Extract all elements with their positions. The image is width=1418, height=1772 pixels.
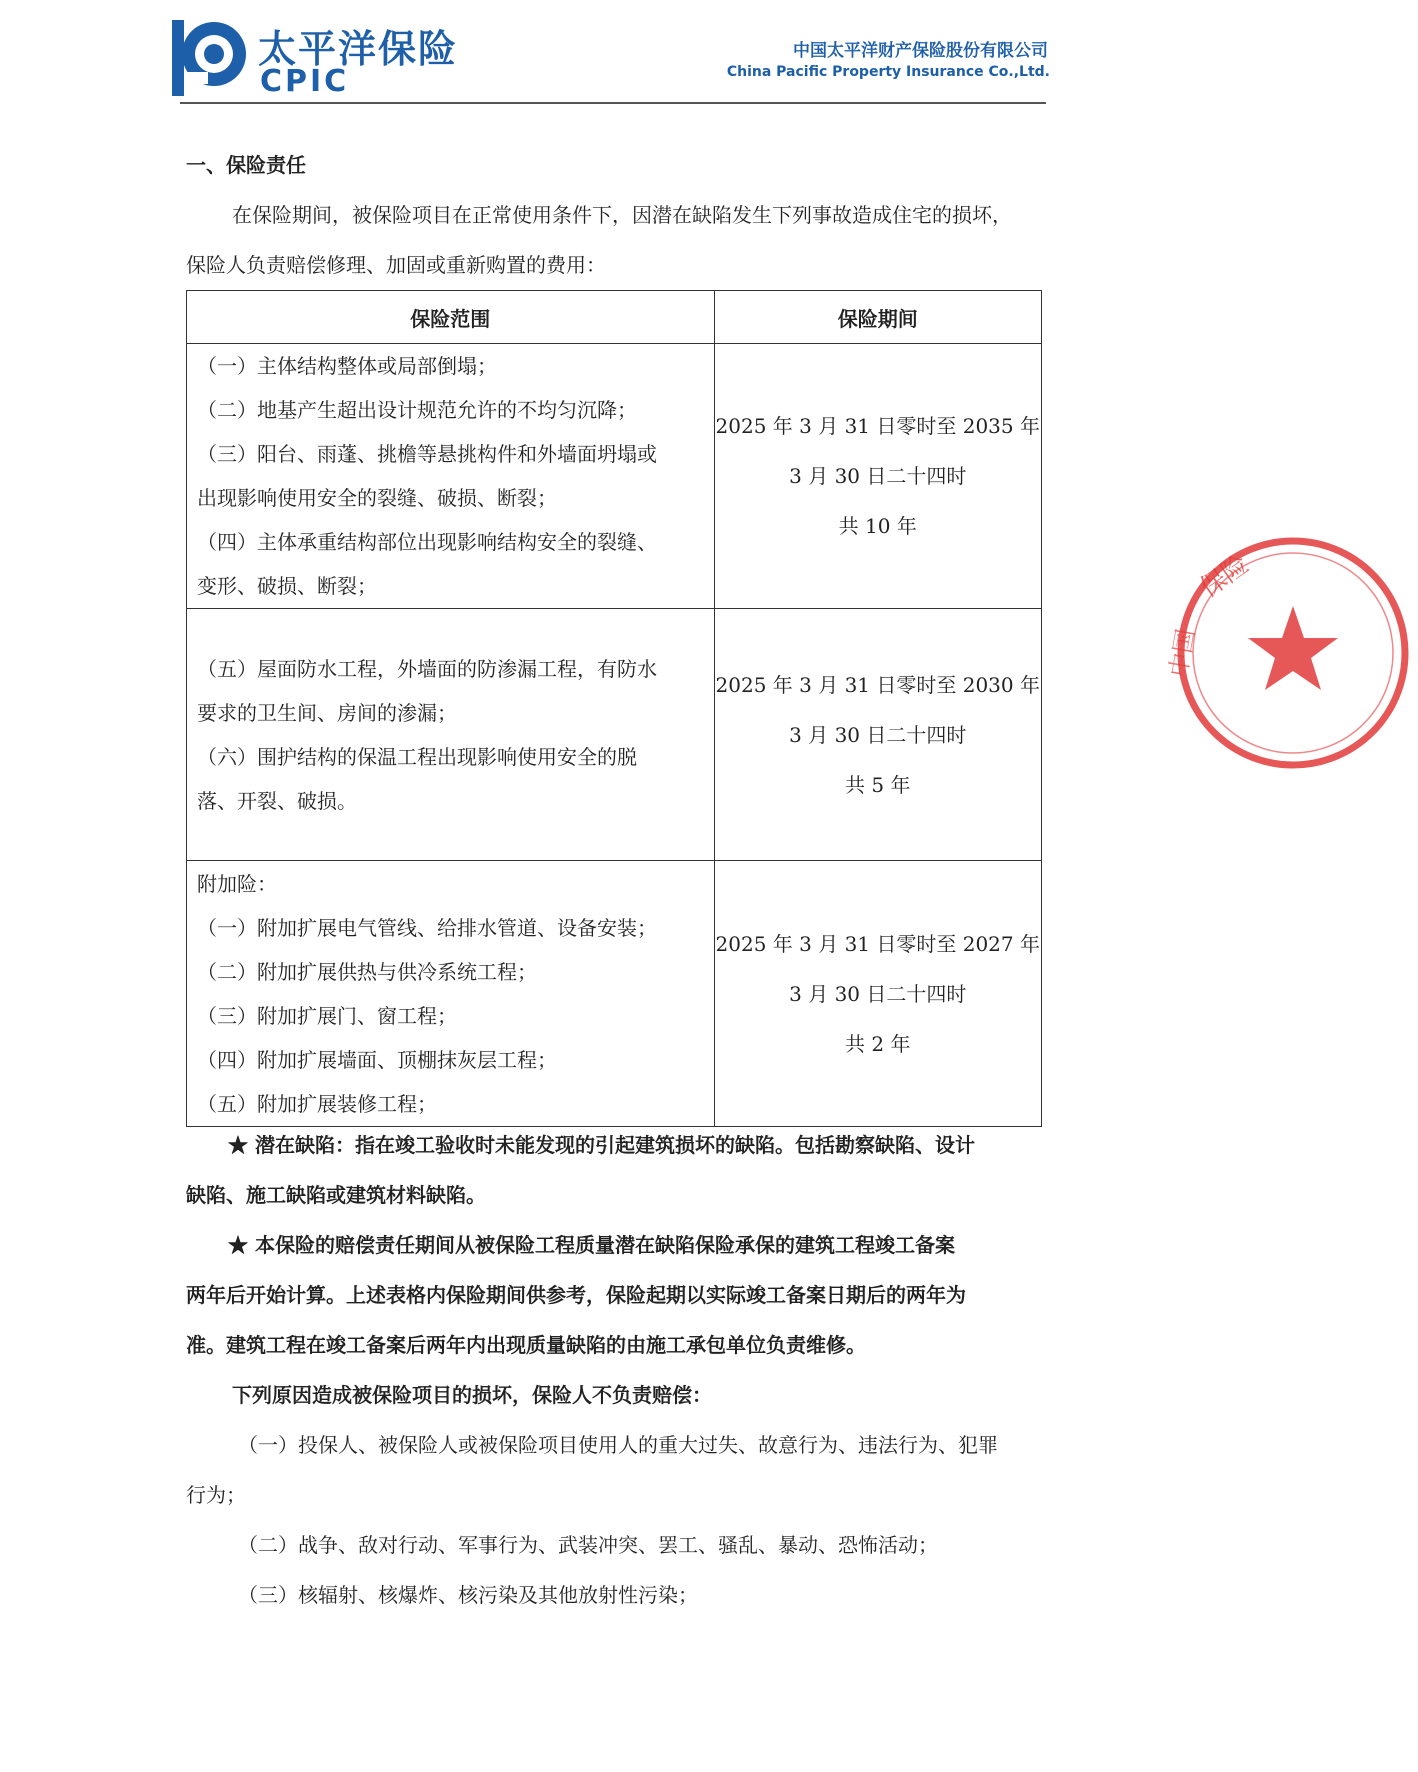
scope-line: （二）附加扩展供热与供冷系统工程； xyxy=(197,959,537,984)
note-2-line-1: ★ 本保险的赔偿责任期间从被保险工程质量潜在缺陷保险承保的建筑工程竣工备案 xyxy=(228,1233,955,1257)
table-row xyxy=(187,861,1042,1127)
scope-line: （二）地基产生超出设计规范允许的不均匀沉降； xyxy=(197,398,637,422)
exclusion-item-1-line-2: 行为； xyxy=(186,1483,246,1507)
scope-line: （一）主体结构整体或局部倒塌； xyxy=(197,354,497,378)
note-2-line-2: 两年后开始计算。上述表格内保险期间供参考，保险起期以实际竣工备案日期后的两年为 xyxy=(186,1283,966,1307)
exclusion-item-2: （二）战争、敌对行动、军事行为、武装冲突、罢工、骚乱、暴动、恐怖活动； xyxy=(238,1533,938,1557)
table-row xyxy=(187,609,1042,861)
svg-text:保险: 保险 xyxy=(1194,549,1255,604)
company-name-en: China Pacific Property Insurance Co.,Ltd. xyxy=(726,64,1050,80)
period-end: 3 月 30 日二十四时 xyxy=(789,722,967,747)
brand-name-cn: 太平洋保险 xyxy=(258,27,459,71)
period-cell xyxy=(714,344,1041,609)
period-duration: 共 2 年 xyxy=(845,1031,911,1056)
company-seal-stamp xyxy=(1164,528,1418,778)
scope-line: （四）主体承重结构部位出现影响结构安全的裂缝、 xyxy=(197,530,657,554)
table-header-row xyxy=(187,291,1042,344)
period-start: 2025 年 3 月 31 日零时至 2027 年 xyxy=(715,931,1040,956)
svg-text:中国: 中国 xyxy=(1164,626,1201,680)
period-duration: 共 5 年 xyxy=(845,772,911,797)
exclusion-item-1-line-1: （一）投保人、被保险人或被保险项目使用人的重大过失、故意行为、违法行为、犯罪 xyxy=(238,1433,998,1457)
coverage-table xyxy=(186,290,1042,1127)
scope-line: （五）附加扩展装修工程； xyxy=(197,1091,437,1116)
scope-line: （五）屋面防水工程，外墙面的防渗漏工程，有防水 xyxy=(197,656,657,681)
exclusion-item-3: （三）核辐射、核爆炸、核污染及其他放射性污染； xyxy=(238,1583,698,1607)
scope-cell xyxy=(187,609,715,861)
note-1-line-2: 缺陷、施工缺陷或建筑材料缺陷。 xyxy=(186,1183,486,1207)
exclusions-heading: 下列原因造成被保险项目的损坏，保险人不负责赔偿： xyxy=(232,1383,712,1407)
period-end: 3 月 30 日二十四时 xyxy=(789,981,967,1006)
period-duration: 共 10 年 xyxy=(838,514,917,538)
scope-line: 附加险： xyxy=(197,871,277,896)
scope-line: （六）围护结构的保温工程出现影响使用安全的脱 xyxy=(197,744,637,769)
scope-line: 落、开裂、破损。 xyxy=(197,788,357,813)
scope-cell xyxy=(187,861,715,1127)
note-1-line-1: ★ 潜在缺陷：指在竣工验收时未能发现的引起建筑损坏的缺陷。包括勘察缺陷、设计 xyxy=(228,1133,975,1157)
column-header-scope: 保险范围 xyxy=(187,291,715,344)
cpic-logo-icon xyxy=(170,14,248,98)
period-cell xyxy=(714,609,1041,861)
section-heading: 一、保险责任 xyxy=(186,153,306,177)
brand-name-en: CPIC xyxy=(260,64,350,99)
period-end: 3 月 30 日二十四时 xyxy=(789,464,967,488)
scope-cell xyxy=(187,344,715,609)
intro-line-2: 保险人负责赔偿修理、加固或重新购置的费用： xyxy=(186,253,606,277)
period-start: 2025 年 3 月 31 日零时至 2030 年 xyxy=(715,672,1040,697)
company-name-cn: 中国太平洋财产保险股份有限公司 xyxy=(793,41,1048,61)
intro-line-1: 在保险期间，被保险项目在正常使用条件下，因潜在缺陷发生下列事故造成住宅的损坏， xyxy=(232,203,1012,227)
letterhead xyxy=(170,12,1050,104)
scope-line: （四）附加扩展墙面、顶棚抹灰层工程； xyxy=(197,1047,557,1072)
scope-line: （一）附加扩展电气管线、给排水管道、设备安装； xyxy=(197,915,657,940)
header-divider xyxy=(180,102,1046,104)
scope-line: （三）附加扩展门、窗工程； xyxy=(197,1003,457,1028)
period-start: 2025 年 3 月 31 日零时至 2035 年 xyxy=(715,414,1040,438)
period-cell xyxy=(714,861,1041,1127)
scope-line: 变形、破损、断裂； xyxy=(197,574,377,598)
scope-line: （三）阳台、雨蓬、挑檐等悬挑构件和外墙面坍塌或 xyxy=(197,442,657,466)
scope-line: 要求的卫生间、房间的渗漏； xyxy=(197,700,457,725)
column-header-period: 保险期间 xyxy=(714,291,1041,344)
note-2-line-3: 准。建筑工程在竣工备案后两年内出现质量缺陷的由施工承包单位负责维修。 xyxy=(186,1333,866,1357)
table-row xyxy=(187,344,1042,609)
scope-line: 出现影响使用安全的裂缝、破损、断裂； xyxy=(197,486,557,510)
